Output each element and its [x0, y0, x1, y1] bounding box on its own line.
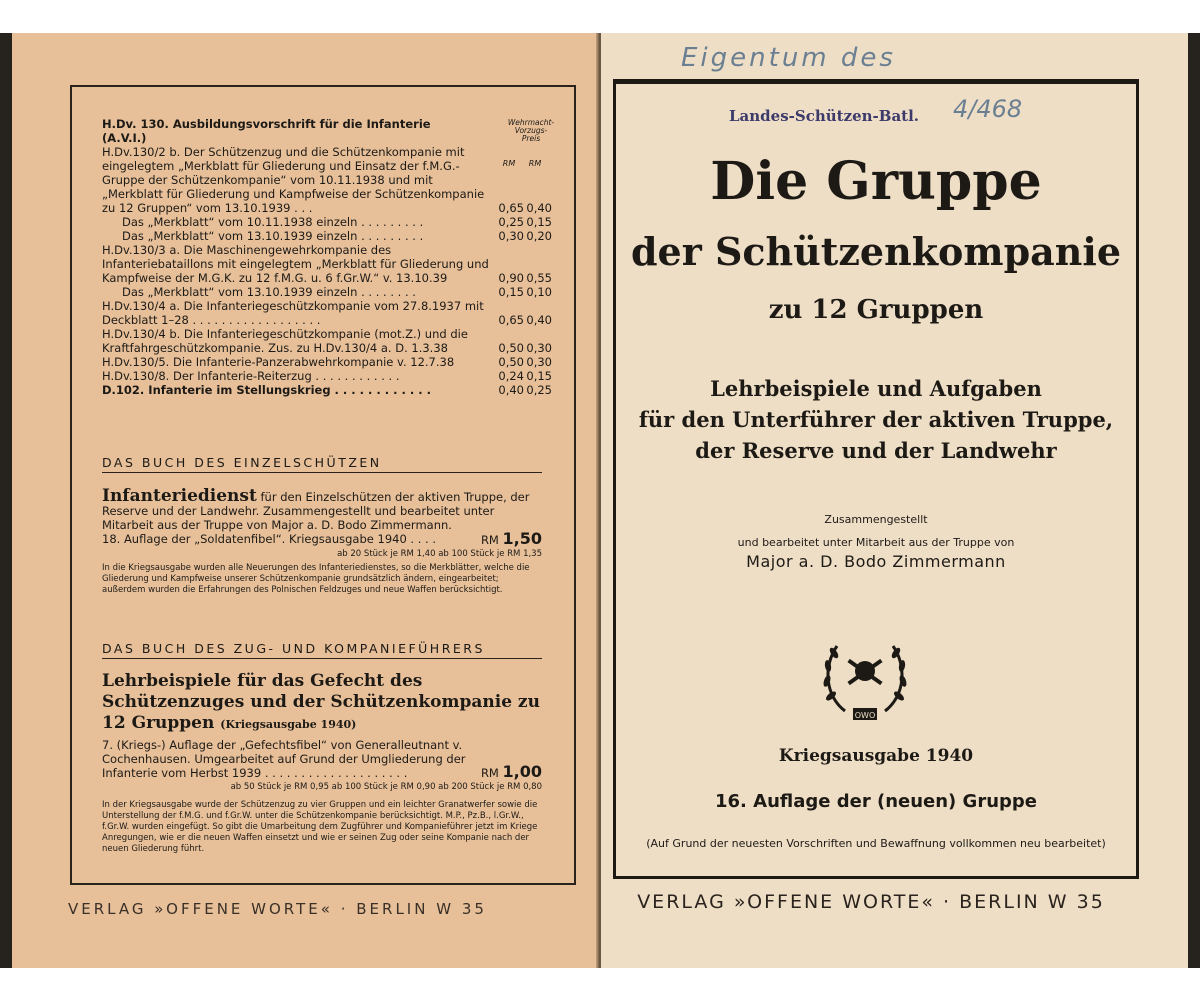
- section-title: DAS BUCH DES EINZELSCHÜTZEN: [102, 455, 542, 473]
- catalog-row: [102, 229, 552, 243]
- catalog-price: 0,65: [498, 201, 524, 215]
- price-unit: RM: [480, 533, 499, 547]
- subtitle: [613, 373, 1139, 466]
- price: 1,00: [502, 762, 542, 781]
- bulk-prices: ab 20 Stück je RM 1,40 ab 100 Stück je RM 1,35: [337, 549, 542, 559]
- price-line: [102, 529, 542, 548]
- catalog-price-discount: 0,30: [526, 341, 552, 355]
- catalog-price: 0,25: [498, 215, 524, 229]
- bulk-prices: ab 50 Stück je RM 0,95 ab 100 Stück je RM 0,90 ab 200 Stück je RM 0,80: [230, 782, 542, 792]
- catalog-row-title: H.Dv.130/2 b. Der Schützenzug und die Schützenkompanie mit eingelegtem „Merkblatt für Gliederung und Einsatz der f.M.G.-Gruppe der Schützenkompanie“ vom 10.11.1938 und mit „Merkblatt für Gliederung und Kampfweise der Schützenkompanie zu 12 Gruppen“ vom 13.10.1939 . . .: [102, 145, 485, 215]
- catalog-row: [102, 285, 552, 299]
- catalog-row: [102, 383, 552, 397]
- catalog-frame: [70, 85, 576, 885]
- catalog-row-title: Das „Merkblatt“ vom 13.10.1939 einzeln . . . . . . . . .: [122, 229, 424, 243]
- catalog-price: 0,24: [498, 369, 524, 383]
- catalog-row-title: H.Dv.130/8. Der Infanterie-Reiterzug . . . . . . . . . . . .: [102, 369, 400, 383]
- book-description: für den Einzelschützen der aktiven Truppe, der Reserve und der Landwehr. Zusammengestellt und bearbeitet unter Mitarbeit aus der Truppe von Major a. D. Bodo Zimmermann.: [102, 490, 530, 532]
- catalog-price-discount: 0,20: [526, 229, 552, 243]
- catalog-price: 0,50: [498, 341, 524, 355]
- compiled-line: und bearbeitet unter Mitarbeit aus der Truppe von: [737, 536, 1015, 549]
- catalog-price-discount: 0,40: [526, 313, 552, 327]
- book-title-second: der Schützenkompanie: [630, 229, 1122, 274]
- book-description: 7. (Kriegs-) Auflage der „Gefechtsfibel“ von Generalleutnant v. Cochenhausen. Umgearbeitet auf Grund der Umgliederung der Infanterie vom Herbst 1939 . . . . . . . . . . . . . . . . . . . .: [102, 738, 466, 780]
- book-title-suffix: (Kriegsausgabe 1940): [220, 718, 357, 731]
- catalog-row-title: H.Dv.130/5. Die Infanterie-Panzerabwehrkompanie v. 12.7.38: [102, 355, 455, 369]
- catalog-price: 0,15: [498, 285, 524, 299]
- catalog-price-discount: 0,10: [526, 285, 552, 299]
- subtitle-line: der Reserve und der Landwehr: [695, 438, 1057, 463]
- book-title-third: zu 12 Gruppen: [768, 295, 984, 325]
- price-header: Wehrmacht-Vorzugs-Preis: [507, 118, 555, 143]
- catalog-row: [102, 299, 552, 327]
- catalog-row: [102, 215, 552, 229]
- book-note: In die Kriegsausgabe wurden alle Neuerungen des Infanteriedienstes, so die Merkblätter, welche die Gliederung und Kampfweise unserer Schützenkompanie grundsätzlich ändern, eingearbeitet; außerdem wurden die Erfahrungen des Polnischen Feldzuges und neue Waffen berücksichtigt.: [102, 563, 530, 595]
- catalog-price: 0,65: [498, 313, 524, 327]
- auflage: 16. Auflage der (neuen) Gruppe: [714, 791, 1037, 812]
- catalog-price: 0,90: [498, 271, 524, 285]
- ownership-stamp: Eigentum des: [681, 43, 896, 73]
- catalog-row: [102, 327, 552, 355]
- publisher-emblem-icon: [815, 626, 915, 726]
- emblem-text: OWO: [854, 711, 876, 720]
- book-title-main: Die Gruppe: [710, 151, 1042, 212]
- edition-text: 18. Auflage der „Soldatenfibel“. Kriegsausgabe 1940 . . . .: [102, 532, 437, 546]
- catalog-row-title: H.Dv.130/3 a. Die Maschinengewehrkompanie des Infanteriebataillons mit eingelegtem „Merkblatt für Gliederung und Kampfweise der M.G.K. zu 12 f.M.G. u. 6 f.Gr.W.“ v. 13.10.39: [102, 243, 489, 285]
- catalog-price-discount: 0,30: [526, 355, 552, 369]
- catalog-row-title: H.Dv.130/4 a. Die Infanteriegeschützkompanie vom 27.8.1937 mit Deckblatt 1–28 . . . . . . . . . . . . . . . . . .: [102, 299, 484, 327]
- subtitle-line: Lehrbeispiele und Aufgaben: [710, 376, 1042, 401]
- catalog-price-discount: 0,55: [526, 271, 552, 285]
- revision-note: (Auf Grund der neuesten Vorschriften und Bewaffnung vollkommen neu bearbeitet): [646, 837, 1106, 850]
- compiled-by: [613, 508, 1139, 554]
- catalog-row: [102, 369, 552, 383]
- catalog-row-title: Das „Merkblatt“ vom 10.11.1938 einzeln . . . . . . . . .: [122, 215, 424, 229]
- handwritten-number: 4/468: [953, 95, 1023, 123]
- book-infanteriedienst: [102, 486, 542, 596]
- catalog-price-discount: 0,15: [526, 369, 552, 383]
- catalog-price-discount: 0,40: [526, 201, 552, 215]
- subtitle-line: für den Unterführer der aktiven Truppe,: [638, 407, 1114, 432]
- catalog-row: [102, 145, 552, 215]
- section-title: DAS BUCH DES ZUG- UND KOMPANIEFÜHRERS: [102, 641, 542, 659]
- book-spread: [0, 33, 1200, 968]
- author: Major a. D. Bodo Zimmermann: [746, 552, 1006, 571]
- unit-stamp: Landes-Schützen-Batl.: [729, 107, 920, 125]
- book-lehrbeispiele: [102, 671, 542, 855]
- price-line: [102, 738, 542, 780]
- book-title: Lehrbeispiele für das Gefecht des Schützenzuges und der Schützenkompanie zu 12 Gruppen: [102, 671, 540, 733]
- right-page: [601, 33, 1188, 968]
- catalog-row: [102, 117, 552, 145]
- catalog-row: [102, 243, 552, 285]
- catalog-price: 0,50: [498, 355, 524, 369]
- book-note: In der Kriegsausgabe wurde der Schützenzug zu vier Gruppen und ein leichter Granatwerfer sowie die Unterstellung der f.M.G. und f.Gr.W. unter die Schützenkompanie berücksichtigt. M.P., Pz.B., l.Gr.W., f.Gr.W. wurden eingefügt. So gibt die Umarbeitung dem Zugführer und Kompanieführer jetzt im Kriege Anregungen, wie er die neuen Waffen einsetzt und wie er seinen Zug oder seine Kompanie nach der neuen Gliederung führt.: [102, 800, 538, 854]
- catalog-list: [102, 117, 555, 397]
- left-page: [12, 33, 600, 968]
- publisher-footer: VERLAG »OFFENE WORTE« · BERLIN W 35: [68, 900, 487, 918]
- catalog-row-title: Das „Merkblatt“ vom 13.10.1939 einzeln . . . . . . . .: [122, 285, 416, 299]
- catalog-row: [102, 355, 552, 369]
- catalog-row-title: H.Dv. 130. Ausbildungsvorschrift für die Infanterie (A.V.I.): [102, 117, 431, 145]
- catalog-price-discount: 0,25: [526, 383, 552, 397]
- catalog-price: 0,30: [498, 229, 524, 243]
- compiled-line: Zusammengestellt: [824, 513, 928, 526]
- catalog-row-title: H.Dv.130/4 b. Die Infanteriegeschützkompanie (mot.Z.) und die Kraftfahrgeschützkompanie. Zus. zu H.Dv.130/4 a. D. 1.3.38: [102, 327, 468, 355]
- publisher-footer: VERLAG »OFFENE WORTE« · BERLIN W 35: [637, 891, 1105, 913]
- book-title: Infanteriedienst: [102, 486, 257, 506]
- edition: Kriegsausgabe 1940: [778, 746, 974, 766]
- catalog-row-title: D.102. Infanterie im Stellungskrieg . . . . . . . . . . . .: [102, 383, 432, 397]
- currency-label: RM: [528, 159, 542, 168]
- currency-header: [496, 159, 552, 168]
- catalog-price-discount: 0,15: [526, 215, 552, 229]
- price: 1,50: [502, 529, 542, 548]
- price-unit: RM: [480, 766, 499, 780]
- catalog-price: 0,40: [498, 383, 524, 397]
- currency-label: RM: [502, 159, 516, 168]
- catalog-rows: [102, 117, 552, 397]
